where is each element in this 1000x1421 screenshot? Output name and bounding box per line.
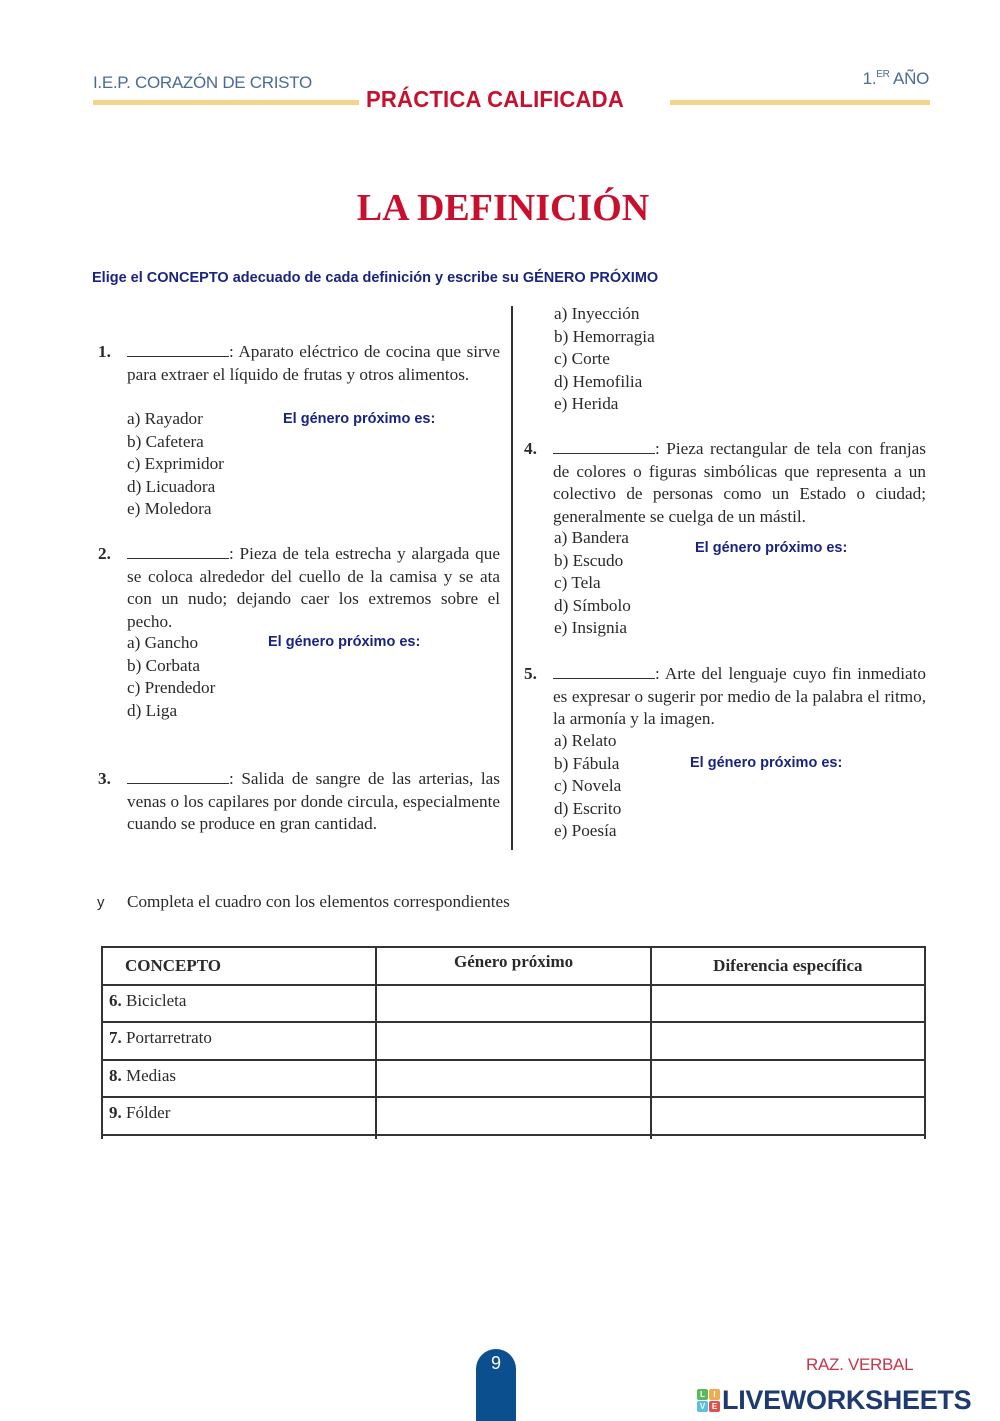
column-divider: [511, 306, 513, 850]
option[interactable]: e) Herida: [554, 394, 619, 413]
question-5-options: [554, 730, 621, 843]
header-rule-left: [93, 100, 359, 105]
page-number: 9: [490, 1353, 501, 1373]
header-diferencia: Diferencia específica: [651, 947, 925, 985]
genero-label-2: El género próximo es:: [268, 634, 421, 650]
table-row: [102, 1022, 925, 1060]
question-number: 5.: [524, 664, 537, 683]
table-header-row: [102, 947, 925, 985]
genero-cell[interactable]: [376, 1022, 650, 1060]
option[interactable]: b) Corbata: [127, 655, 201, 675]
tail-cell: [376, 1135, 650, 1139]
option[interactable]: e) Poesía: [554, 821, 617, 840]
logo-wordmark: LIVEWORKSHEETS: [722, 1385, 972, 1415]
liveworksheets-logo[interactable]: [697, 1385, 971, 1416]
question-text: : Salida de sangre de las arterias, las venas o los capilares por donde circula, especialmente cuando se produce en gran cantidad.: [127, 769, 500, 833]
logo-letter: I: [709, 1389, 720, 1400]
concept-cell: [102, 1060, 376, 1098]
option[interactable]: b) Fábula: [554, 753, 620, 773]
question-3-options: [554, 303, 655, 416]
genero-label-4: El género próximo es:: [695, 540, 848, 556]
diferencia-cell[interactable]: [651, 1022, 925, 1060]
logo-letter: V: [697, 1401, 708, 1412]
concept-name: Medias: [126, 1065, 177, 1085]
live-grid-icon: [697, 1389, 720, 1412]
question-number: 3.: [98, 769, 111, 788]
option[interactable]: b) Cafetera: [127, 431, 204, 451]
main-title: LA DEFINICIÓN: [356, 187, 650, 229]
option[interactable]: b) Hemorragia: [554, 326, 655, 346]
option[interactable]: c) Prendedor: [127, 678, 216, 697]
subject-label: RAZ. VERBAL: [806, 1355, 914, 1374]
table-intro-text: Completa el cuadro con los elementos correspondientes: [127, 892, 510, 911]
logo-letter: E: [709, 1401, 720, 1412]
question-2: [98, 543, 500, 633]
tail-cell: [102, 1135, 376, 1139]
option[interactable]: d) Hemofilia: [554, 371, 643, 391]
concept-table: [101, 946, 926, 1139]
option[interactable]: b) Escudo: [554, 550, 624, 570]
table-intro: [97, 892, 510, 912]
option[interactable]: e) Insignia: [554, 618, 628, 637]
concept-cell: [102, 1022, 376, 1060]
grade-number: 1.: [862, 69, 877, 88]
answer-blank[interactable]: [127, 768, 229, 784]
grade-label: [863, 69, 929, 89]
option[interactable]: c) Corte: [554, 349, 610, 368]
bullet-icon: y: [97, 894, 105, 911]
option[interactable]: c) Exprimidor: [127, 454, 224, 473]
option[interactable]: c) Novela: [554, 776, 622, 795]
answer-blank[interactable]: [553, 663, 655, 679]
question-4-options: [554, 527, 631, 640]
row-number: 9.: [109, 1103, 122, 1122]
option[interactable]: a) Inyección: [554, 304, 640, 323]
option[interactable]: a) Relato: [554, 731, 617, 750]
genero-label-1: El género próximo es:: [283, 411, 436, 427]
table-row: [102, 1097, 925, 1135]
row-number: 6.: [109, 990, 122, 1010]
question-number: 4.: [524, 439, 537, 458]
concept-name: Fólder: [126, 1103, 171, 1122]
row-number: 7.: [109, 1028, 122, 1047]
option[interactable]: a) Gancho: [127, 633, 199, 652]
row-number: 8.: [109, 1065, 122, 1085]
option[interactable]: c) Tela: [554, 573, 601, 592]
genero-cell[interactable]: [376, 1060, 650, 1098]
header-concepto: CONCEPTO: [102, 947, 376, 985]
question-1-options: [127, 408, 224, 521]
option[interactable]: d) Licuadora: [127, 476, 216, 496]
table-row: [102, 1060, 925, 1098]
answer-blank[interactable]: [127, 341, 229, 357]
question-text: : Aparato eléctrico de cocina que sirve para extraer el líquido de frutas y otros alimentos.: [127, 342, 500, 384]
answer-blank[interactable]: [127, 543, 229, 559]
option[interactable]: d) Liga: [127, 700, 178, 720]
concept-name: Bicicleta: [126, 990, 187, 1010]
practice-title: PRÁCTICA CALIFICADA: [366, 86, 624, 112]
header-rule-right: [670, 100, 930, 105]
question-number: 1.: [98, 342, 111, 361]
genero-cell[interactable]: [376, 1097, 650, 1135]
table-row-cut: [102, 1135, 925, 1139]
table-row: [102, 985, 925, 1023]
instruction: Elige el CONCEPTO adecuado de cada definición y escribe su GÉNERO PRÓXIMO: [92, 270, 659, 286]
question-5: [524, 663, 926, 731]
logo-letter: L: [697, 1389, 708, 1400]
question-text: : Pieza rectangular de tela con franjas de colores o figuras simbólicas que representa a un colectivo de personas como un Estado o ciudad; generalmente se cuelga de un mástil.: [553, 439, 926, 526]
header-genero: Género próximo: [376, 947, 650, 985]
question-3: [98, 768, 500, 836]
genero-label-5: El género próximo es:: [690, 755, 843, 771]
question-2-options: [127, 632, 215, 722]
diferencia-cell[interactable]: [651, 1097, 925, 1135]
grade-superscript: ER: [876, 69, 890, 80]
question-4: [524, 438, 926, 528]
question-text: : Pieza de tela estrecha y alargada que se coloca alrededor del cuello de la camisa y se ata con un nudo; dejando caer los extremos sobre el pecho.: [127, 544, 500, 631]
option[interactable]: e) Moledora: [127, 499, 212, 518]
page-number-tab: [476, 1349, 516, 1421]
question-1: [98, 341, 500, 386]
concept-cell: [102, 1097, 376, 1135]
diferencia-cell[interactable]: [651, 985, 925, 1023]
option[interactable]: a) Bandera: [554, 528, 629, 547]
tail-cell: [651, 1135, 925, 1139]
concept-name: Portarretrato: [126, 1028, 212, 1047]
grade-word: AÑO: [893, 69, 929, 88]
genero-cell[interactable]: [376, 985, 650, 1023]
answer-blank[interactable]: [553, 438, 655, 454]
option[interactable]: d) Escrito: [554, 798, 622, 818]
option[interactable]: d) Símbolo: [554, 595, 631, 615]
diferencia-cell[interactable]: [651, 1060, 925, 1098]
question-text: : Arte del lenguaje cuyo fin inmediato es expresar o sugerir por medio de la palabra el ritmo, la armonía y la imagen.: [553, 664, 926, 728]
question-number: 2.: [98, 544, 111, 563]
school-name: I.E.P. CORAZÓN DE CRISTO: [93, 73, 312, 92]
option[interactable]: a) Rayador: [127, 409, 203, 428]
concept-cell: [102, 985, 376, 1023]
